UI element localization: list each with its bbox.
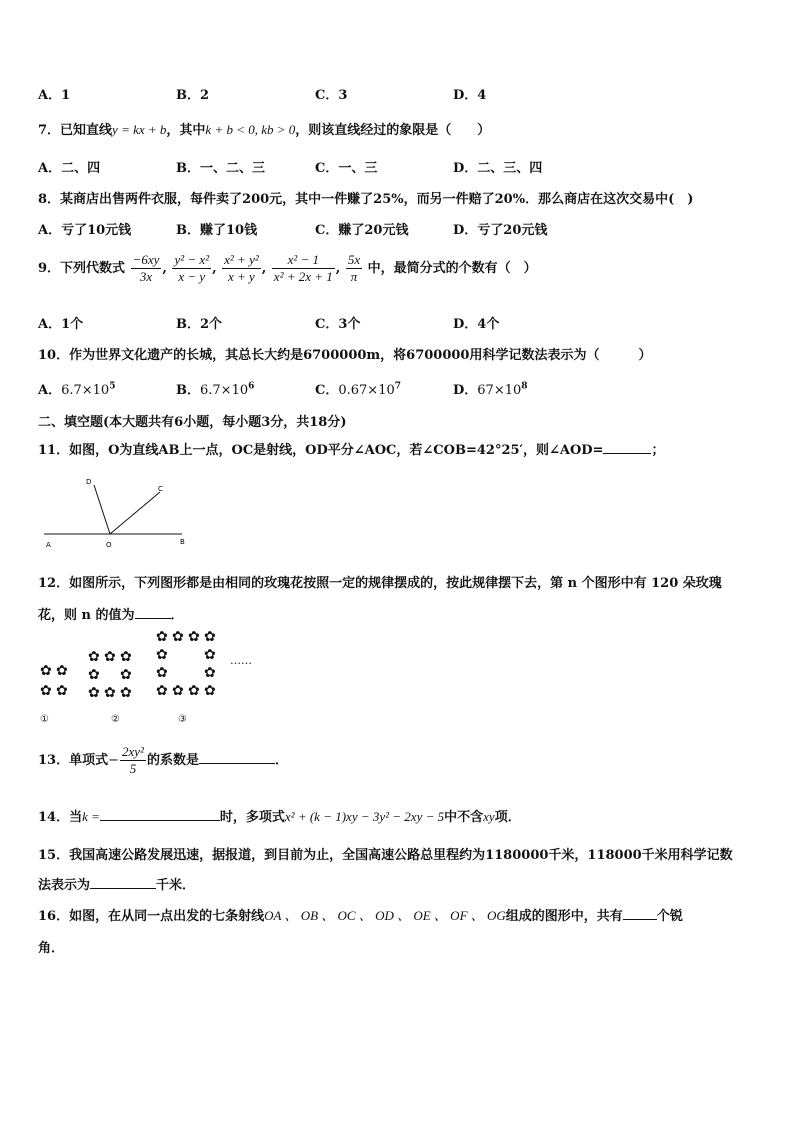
rose-icon: ✿ <box>104 685 116 701</box>
q6-option-b: B．2 <box>176 88 210 103</box>
q16-line2: 角． <box>38 941 65 956</box>
q9-fraction-2: $\frac{\text{y² − x²}}{x - y}$ <box>174 252 210 284</box>
q7-option-d: D．二、三、四 <box>453 161 543 176</box>
q8-option-d: D．亏了20元钱 <box>453 223 548 238</box>
rose-icon: ✿ <box>104 649 116 665</box>
label-c: C <box>158 485 163 493</box>
q12-fig-label-3: ③ <box>178 714 187 725</box>
q9-fraction-5: $\frac{5x}{\pi}$ <box>347 252 361 284</box>
q7-option-c: C．一、三 <box>315 161 378 176</box>
q12-answer-blank[interactable] <box>135 606 171 619</box>
q12-ellipsis: …… <box>230 654 252 667</box>
q9-stem: 9．下列代数式 $\frac{-6xy}{3x}$ , $\frac{\text{y² − x²}}{x - y}$ , $\frac{\text{x² + y²}}{x + y}$ , $\frac{\text{x² − 1}}{\text{x² + 2x + 1}}$ , $\frac{5x}{\pi}$ 中，最简分式的个数有（ ） <box>38 252 537 284</box>
q7-stem <box>38 119 490 138</box>
q14-stem: 14．当k = 时，多项式x² + (k − 1)xy − 3y² − 2xy − 5中不含xy项． <box>38 809 521 825</box>
rose-icon: ✿ <box>88 667 100 683</box>
q11-text: 11．如图，O为直线AB上一点，OC是射线，OD平分∠AOC，若∠COB=42°25′，则∠AOD= <box>38 443 604 458</box>
rose-icon: ✿ <box>40 683 52 699</box>
rose-icon: ✿ <box>120 685 132 701</box>
q7-prefix: 7．已知直线 <box>38 123 113 138</box>
rose-icon: ✿ <box>204 665 216 681</box>
q9-option-c: C．3个 <box>315 317 361 332</box>
q7-equation: y = kx + b <box>112 122 167 137</box>
q6-option-a: A．1 <box>38 88 71 103</box>
rose-icon: ✿ <box>56 663 68 679</box>
label-d: D <box>86 478 92 486</box>
section-2-heading: 二、填空题(本大题共有6小题，每小题3分，共18分) <box>38 415 347 430</box>
rose-icon: ✿ <box>156 647 168 663</box>
label-o: O <box>106 541 112 549</box>
q11-figure <box>40 476 200 550</box>
q10-option-c: C．$0.67\times 10^7$ <box>315 381 402 398</box>
q10-option-a: A．$6.7\times 10^5$ <box>38 381 116 398</box>
q8-option-a: A．亏了10元钱 <box>38 223 132 238</box>
rose-icon: ✿ <box>156 629 168 645</box>
q15-answer-blank[interactable] <box>90 876 156 889</box>
q15-line1: 15．我国高速公路发展迅速，据报道，到目前为止，全国高速公路总里程约为1180000千米，118000千米用科学记数 <box>38 848 733 863</box>
rose-icon: ✿ <box>188 683 200 699</box>
q10-option-b: B．$6.7\times 10^6$ <box>176 381 255 398</box>
q9-suffix: 中，最简分式的个数有（ ） <box>367 261 537 276</box>
q10-stem: 10．作为世界文化遗产的长城，其总长大约是6700000m，将6700000用科学记数法表示为（ ） <box>38 348 652 363</box>
rose-icon: ✿ <box>88 649 100 665</box>
q14-answer-blank[interactable] <box>100 808 220 821</box>
q16-line1: 16．如图，在从同一点出发的七条射线OA 、 OB 、 OC 、 OD 、 OE 、 OF 、 OG组成的图形中，共有 个锐 <box>38 908 683 924</box>
rose-icon: ✿ <box>204 629 216 645</box>
ray-oc <box>110 492 160 534</box>
q9-option-a: A．1个 <box>38 317 84 332</box>
q6-option-c: C．3 <box>315 88 348 103</box>
label-b: B <box>180 538 185 546</box>
rose-icon: ✿ <box>40 663 52 679</box>
rose-icon: ✿ <box>204 683 216 699</box>
q9-option-b: B．2个 <box>176 317 223 332</box>
q13-fraction: $\frac{\text{2xy²}}{5}$ <box>122 744 144 776</box>
rose-icon: ✿ <box>120 649 132 665</box>
q11-answer-blank[interactable] <box>603 441 651 454</box>
q12-line1: 12．如图所示，下列图形都是由相同的玫瑰花按照一定的规律摆成的，按此规律摆下去，第 n 个图形中有 120 朵玫瑰 <box>38 576 722 591</box>
q15-line2: 法表示为 千米． <box>38 878 196 893</box>
q7-option-a: A．二、四 <box>38 161 101 176</box>
q7-suffix: ，则该直线经过的象限是（ ） <box>295 123 491 138</box>
q9-prefix: 9．下列代数式 <box>38 261 126 276</box>
q16-rays: OA 、 OB 、 OC 、 OD 、 OE 、 OF 、 OG <box>264 908 506 923</box>
q7-condition: k + b < 0, kb > 0 <box>205 122 296 137</box>
rose-icon: ✿ <box>204 647 216 663</box>
q12-line2: 花，则 n 的值为 ． <box>38 608 184 623</box>
q13-stem: 13．单项式− $\frac{\text{2xy²}}{5}$ 的系数是 ． <box>38 744 288 776</box>
rose-icon: ✿ <box>172 629 184 645</box>
rose-icon: ✿ <box>172 683 184 699</box>
q9-fraction-3: $\frac{\text{x² + y²}}{x + y}$ <box>224 252 259 284</box>
q10-option-d: D．$67\times 10^8$ <box>453 381 528 398</box>
q7-option-b: B．一、二、三 <box>176 161 265 176</box>
q8-stem: 8．某商店出售两件衣服，每件卖了200元，其中一件赚了25%，而另一件赔了20%．那么商店在这次交易中( ) <box>38 192 694 207</box>
q6-option-d: D．4 <box>453 88 487 103</box>
q12-fig-label-2: ② <box>111 714 120 725</box>
rose-icon: ✿ <box>56 683 68 699</box>
label-a: A <box>46 541 51 549</box>
rose-icon: ✿ <box>120 667 132 683</box>
q12-fig-label-1: ① <box>40 714 49 725</box>
q13-answer-blank[interactable] <box>199 751 275 764</box>
q9-fraction-1: $\frac{-6xy}{3x}$ <box>132 252 160 284</box>
q9-option-d: D．4个 <box>453 317 500 332</box>
q14-polynomial: x² + (k − 1)xy − 3y² − 2xy − 5 <box>284 809 445 824</box>
rose-icon: ✿ <box>156 683 168 699</box>
rose-icon: ✿ <box>88 685 100 701</box>
q8-option-b: B．赚了10钱 <box>176 223 258 238</box>
rose-icon: ✿ <box>156 665 168 681</box>
q16-answer-blank[interactable] <box>623 907 657 920</box>
q9-fraction-4: $\frac{\text{x² − 1}}{\text{x² + 2x + 1}}$ <box>273 252 333 284</box>
ray-od <box>94 485 110 534</box>
rose-icon: ✿ <box>188 629 200 645</box>
q8-option-c: C．赚了20元钱 <box>315 223 409 238</box>
q11-stem: 11．如图，O为直线AB上一点，OC是射线，OD平分∠AOC，若∠COB=42°25′，则∠AOD= ； <box>38 443 665 458</box>
q7-mid: ，其中 <box>166 123 206 138</box>
